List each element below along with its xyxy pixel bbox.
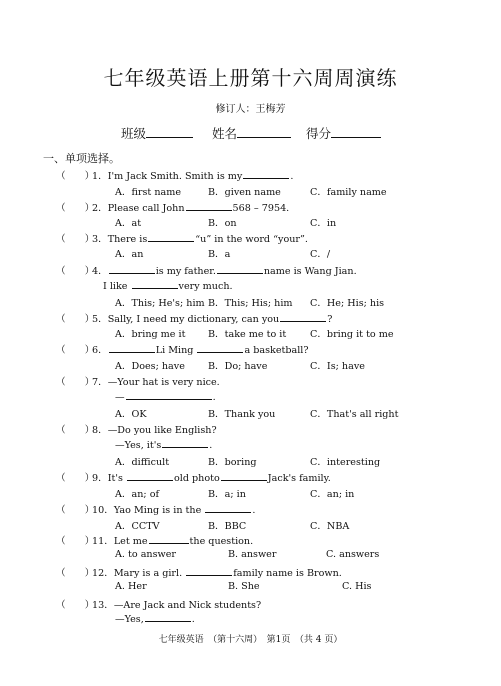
page-title: 七年级英语上册第十六周周演练	[103, 66, 398, 90]
q8-option-a[interactable]: A．difficult	[115, 457, 170, 468]
answer-blank[interactable]	[127, 471, 173, 481]
q4-option-c[interactable]: C．He; His; his	[310, 298, 385, 309]
q10-option-a[interactable]: A．CCTV	[115, 521, 160, 532]
answer-blank[interactable]	[280, 312, 326, 322]
q8-option-b[interactable]: B．boring	[208, 457, 257, 468]
question-12: （ ）12．Mary is a girl. family name is Brown.	[56, 565, 342, 579]
page-footer: 七年级英语 （第十六周） 第1页 （共 4 页）	[158, 635, 343, 645]
answer-blank[interactable]	[221, 471, 267, 481]
question-2: （ ）2．Please call John 568 – 7954.	[56, 200, 289, 214]
answer-blank[interactable]	[243, 169, 289, 179]
answer-blank[interactable]	[186, 566, 232, 576]
score-label: 得分	[306, 126, 332, 141]
q12-option-a[interactable]: A. Her	[115, 581, 147, 592]
answer-blank[interactable]	[109, 264, 155, 274]
q11-option-b[interactable]: B. answer	[228, 549, 277, 560]
class-label: 班级	[121, 126, 147, 141]
question-3: （ ）3．There is “u” in the word “your”.	[56, 231, 308, 245]
reviser-line: 修订人：王梅芳	[215, 104, 286, 115]
answer-blank[interactable]	[109, 343, 155, 353]
class-blank[interactable]	[146, 125, 193, 138]
q4-option-b[interactable]: B．This; His; him	[208, 298, 293, 309]
score-blank[interactable]	[331, 125, 381, 138]
answer-bracket[interactable]: （ ）	[56, 314, 95, 325]
q3-option-c[interactable]: C．/	[310, 249, 331, 260]
q6-option-c[interactable]: C．Is; have	[310, 361, 365, 372]
answer-blank[interactable]	[132, 279, 178, 289]
q7-option-b[interactable]: B．Thank you	[208, 409, 276, 420]
q9-option-a[interactable]: A．an; of	[115, 489, 160, 500]
answer-bracket[interactable]: （ ）	[56, 568, 95, 579]
q2-option-a[interactable]: A．at	[115, 218, 142, 229]
question-4: （ ）4． is my father. name is Wang Jian.	[56, 263, 357, 277]
section-heading: 一、单项选择。	[43, 152, 120, 165]
answer-blank[interactable]	[162, 438, 208, 448]
name-field	[212, 124, 291, 142]
question-13-line2: —Yes, .	[115, 614, 195, 625]
answer-bracket[interactable]: （ ）	[56, 234, 95, 245]
q9-option-b[interactable]: B．a; in	[208, 489, 246, 500]
q5-option-c[interactable]: C．bring it to me	[310, 329, 394, 340]
class-field	[121, 124, 193, 142]
q2-option-c[interactable]: C．in	[310, 218, 337, 229]
name-blank[interactable]	[237, 125, 291, 138]
q4-option-a[interactable]: A．This; He's; him	[115, 298, 205, 309]
q10-option-b[interactable]: B．BBC	[208, 521, 247, 532]
q10-option-c[interactable]: C．NBA	[310, 521, 350, 532]
q1-option-b[interactable]: B．given name	[208, 187, 281, 198]
question-9: （ ）9．It's old photo Jack's family.	[56, 470, 331, 484]
q6-option-a[interactable]: A．Does; have	[115, 361, 185, 372]
q5-option-a[interactable]: A．bring me it	[115, 329, 186, 340]
question-13: （ ）13．—Are Jack and Nick students?	[56, 597, 261, 611]
q11-option-a[interactable]: A. to answer	[115, 549, 177, 560]
q3-option-a[interactable]: A．an	[115, 249, 144, 260]
q7-option-a[interactable]: A．OK	[115, 409, 147, 420]
answer-blank[interactable]	[145, 612, 191, 622]
q12-option-b[interactable]: B. She	[228, 581, 260, 592]
answer-bracket[interactable]: （ ）	[56, 203, 95, 214]
question-7: （ ）7．—Your hat is very nice.	[56, 374, 220, 388]
answer-bracket[interactable]: （ ）	[56, 266, 95, 277]
score-field	[306, 124, 381, 142]
question-7-line2: — .	[115, 392, 216, 403]
name-label: 姓名	[212, 126, 238, 141]
answer-bracket[interactable]: （ ）	[56, 377, 95, 388]
q6-option-b[interactable]: B．Do; have	[208, 361, 268, 372]
q11-option-c[interactable]: C. answers	[326, 549, 380, 560]
answer-bracket[interactable]: （ ）	[56, 473, 95, 484]
q1-option-a[interactable]: A．first name	[115, 187, 182, 198]
question-8: （ ）8．—Do you like English?	[56, 422, 217, 436]
answer-blank[interactable]	[126, 390, 212, 400]
answer-bracket[interactable]: （ ）	[56, 600, 95, 611]
q1-option-c[interactable]: C．family name	[310, 187, 387, 198]
answer-bracket[interactable]: （ ）	[56, 505, 95, 516]
question-1: （ ）1．I'm Jack Smith. Smith is my .	[56, 168, 293, 182]
answer-blank[interactable]	[217, 264, 263, 274]
question-5: （ ）5．Sally, I need my dictionary, can you ?	[56, 311, 332, 325]
answer-bracket[interactable]: （ ）	[56, 345, 95, 356]
q2-option-b[interactable]: B．on	[208, 218, 237, 229]
q9-option-c[interactable]: C．an; in	[310, 489, 355, 500]
answer-blank[interactable]	[205, 503, 251, 513]
question-11: （ ）11．Let me the question.	[56, 533, 253, 547]
q5-option-b[interactable]: B．take me to it	[208, 329, 287, 340]
answer-bracket[interactable]: （ ）	[56, 425, 95, 436]
answer-blank[interactable]	[148, 232, 194, 242]
q12-option-c[interactable]: C. His	[342, 581, 372, 592]
question-6: （ ）6． Li Ming a basketball?	[56, 342, 309, 356]
question-10: （ ）10．Yao Ming is in the .	[56, 502, 255, 516]
question-8-line2: —Yes, it's .	[115, 440, 213, 451]
answer-blank[interactable]	[197, 343, 243, 353]
question-4-line2: I like very much.	[103, 281, 233, 292]
answer-blank[interactable]	[149, 534, 189, 544]
q3-option-b[interactable]: B．a	[208, 249, 231, 260]
answer-bracket[interactable]: （ ）	[56, 536, 95, 547]
answer-blank[interactable]	[186, 201, 232, 211]
answer-bracket[interactable]: （ ）	[56, 171, 95, 182]
q7-option-c[interactable]: C．That's all right	[310, 409, 399, 420]
q8-option-c[interactable]: C．interesting	[310, 457, 381, 468]
